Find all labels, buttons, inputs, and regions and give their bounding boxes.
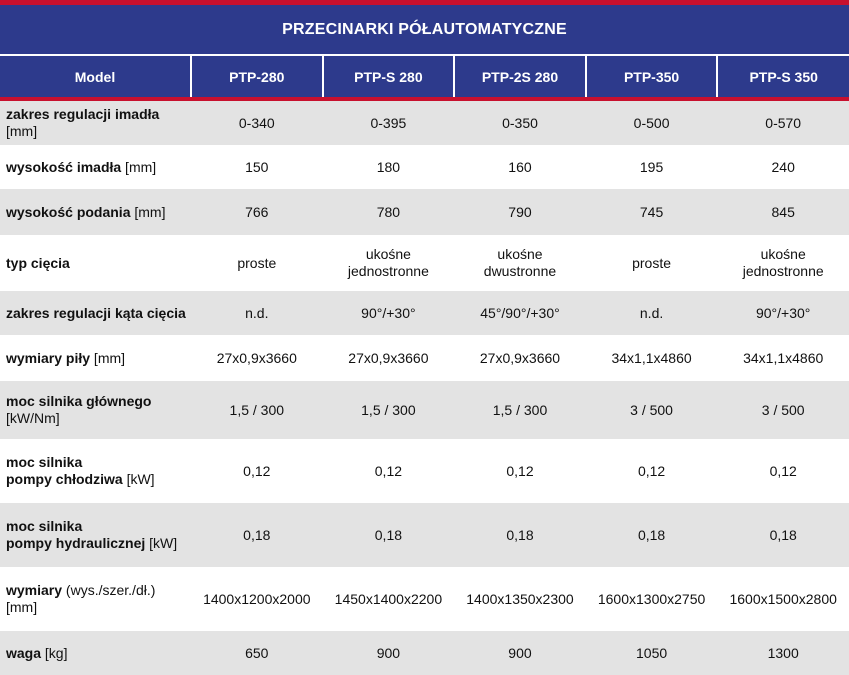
row-value: n.d. — [245, 304, 269, 321]
row-value: 1450x1400x2200 — [334, 590, 443, 607]
row-value: 0-395 — [370, 114, 407, 131]
row-value-cell — [191, 503, 323, 567]
row-label — [0, 235, 191, 291]
row-label-unit: [kg] — [41, 644, 68, 661]
row-value-cell — [454, 335, 586, 381]
row-label — [0, 291, 191, 335]
row-label — [0, 335, 191, 381]
row-value: 790 — [508, 203, 532, 220]
table-row — [0, 381, 849, 439]
row-label-text: moc silnika — [6, 454, 83, 470]
row-value-cell — [586, 99, 718, 145]
row-label-unit: (wys./szer./dł.) — [62, 582, 156, 598]
row-value-cell — [717, 631, 849, 675]
row-value: 3 / 500 — [761, 401, 805, 418]
row-value-cell — [191, 439, 323, 503]
row-label — [0, 631, 191, 675]
row-value: 845 — [771, 203, 795, 220]
row-value: proste — [632, 254, 672, 271]
row-value: 1,5 / 300 — [361, 401, 416, 418]
row-value: 45°/90°/+30° — [480, 304, 560, 321]
row-value: ukośne — [497, 246, 543, 262]
row-value: 900 — [376, 644, 401, 661]
row-value-cell — [191, 381, 323, 439]
row-label-unit-line2: [kW/Nm] — [6, 410, 60, 426]
row-label — [0, 567, 191, 631]
row-value: 0-350 — [502, 114, 538, 131]
row-value-cell — [323, 99, 455, 145]
row-label-unit: [mm] — [90, 349, 126, 366]
row-value-cell — [323, 291, 455, 335]
table-row — [0, 567, 849, 631]
row-value: 0,18 — [637, 526, 666, 543]
header-cell-ptp-s-350: PTP-S 350 — [717, 56, 849, 99]
row-value-line2: dwustronne — [483, 263, 557, 279]
row-value-cell — [586, 335, 718, 381]
header-cell-ptp-s-280: PTP-S 280 — [323, 56, 455, 99]
row-value: 780 — [376, 203, 401, 220]
row-value-cell — [454, 235, 586, 291]
row-value-cell — [717, 189, 849, 235]
row-label-text: moc silnika głównego — [6, 393, 152, 409]
row-value: 27x0,9x3660 — [216, 349, 297, 366]
row-value-cell — [454, 145, 586, 189]
row-value: 0-340 — [238, 114, 275, 131]
row-value: 0-500 — [633, 114, 670, 131]
row-value: 0-570 — [765, 114, 802, 131]
row-value-cell — [191, 291, 323, 335]
row-label-text: zakres regulacji kąta cięcia — [6, 304, 186, 321]
row-value-cell — [717, 381, 849, 439]
row-value-cell — [323, 235, 455, 291]
row-label — [0, 439, 191, 503]
row-value-cell — [323, 503, 455, 567]
row-value-cell — [323, 439, 455, 503]
row-value: 0,12 — [506, 462, 534, 479]
row-label-text-line2: pompy hydraulicznej — [6, 535, 146, 551]
row-value: 90°/+30° — [361, 304, 416, 321]
row-value-cell — [191, 145, 323, 189]
row-value: 0,12 — [243, 462, 271, 479]
table-title: PRZECINARKI PÓŁAUTOMATYCZNE — [0, 5, 849, 54]
row-value: 900 — [508, 644, 532, 661]
row-value-cell — [454, 567, 586, 631]
row-value-cell — [323, 189, 455, 235]
row-value-line2: jednostronne — [347, 263, 429, 279]
row-label-unit-line2: [mm] — [6, 599, 38, 615]
row-value: 650 — [245, 644, 269, 661]
row-value: 745 — [639, 203, 664, 220]
row-value-cell — [717, 235, 849, 291]
row-value: 0,18 — [243, 526, 271, 543]
row-value-cell — [454, 99, 586, 145]
row-label-unit: [mm] — [6, 123, 38, 139]
row-label — [0, 189, 191, 235]
row-label-text: wymiary piły — [6, 349, 91, 366]
row-value-cell — [717, 145, 849, 189]
table-row — [0, 291, 849, 335]
row-value-cell — [191, 99, 323, 145]
row-value-cell — [323, 335, 455, 381]
row-value: 1600x1500x2800 — [729, 590, 837, 607]
row-value: 0,18 — [769, 526, 797, 543]
row-label — [0, 99, 191, 145]
row-value-cell — [717, 291, 849, 335]
table-row — [0, 99, 849, 145]
header-cell-ptp-280: PTP-280 — [191, 56, 323, 99]
row-value: proste — [237, 254, 277, 271]
row-value: 34x1,1x4860 — [611, 349, 692, 366]
row-value: 150 — [245, 158, 269, 175]
header-cell-model: Model — [0, 56, 191, 99]
row-label-text-line2: pompy chłodziwa — [6, 471, 123, 487]
row-value: 0,18 — [506, 526, 534, 543]
row-value-cell — [191, 335, 323, 381]
header-cell-ptp-350: PTP-350 — [586, 56, 718, 99]
row-label-unit: [mm] — [121, 158, 157, 175]
row-label-text: zakres regulacji imadła — [6, 106, 160, 122]
row-value-cell — [191, 567, 323, 631]
row-value-cell — [191, 189, 323, 235]
row-value: 1050 — [636, 644, 668, 661]
header-row — [0, 56, 849, 99]
table-row — [0, 189, 849, 235]
row-value-cell — [191, 631, 323, 675]
row-value: 3 / 500 — [630, 401, 673, 418]
row-label-text: wysokość podania — [6, 203, 131, 220]
row-value: ukośne — [760, 246, 806, 262]
row-value-cell — [454, 503, 586, 567]
row-value-cell — [717, 503, 849, 567]
row-value: 27x0,9x3660 — [348, 349, 429, 366]
header-cell-ptp-2s-280: PTP-2S 280 — [454, 56, 586, 99]
row-value: 0,12 — [637, 462, 666, 479]
row-value-cell — [454, 631, 586, 675]
row-value-cell — [717, 439, 849, 503]
table-row — [0, 335, 849, 381]
row-value-cell — [323, 381, 455, 439]
row-value: 180 — [376, 158, 401, 175]
row-value: 1,5 / 300 — [229, 401, 285, 418]
row-value-cell — [586, 189, 718, 235]
table-row — [0, 631, 849, 675]
row-label — [0, 381, 191, 439]
table-row — [0, 503, 849, 567]
row-value-cell — [586, 235, 718, 291]
row-value: 1300 — [767, 644, 799, 661]
row-label-text: wysokość imadła — [6, 158, 122, 175]
row-value-cell — [586, 631, 718, 675]
row-value-cell — [323, 631, 455, 675]
row-label-text: typ cięcia — [6, 254, 70, 271]
row-value: 240 — [771, 158, 795, 175]
row-value-cell — [191, 235, 323, 291]
row-value: 90°/+30° — [755, 304, 811, 321]
row-label-unit-line2: [kW] — [145, 535, 178, 551]
row-value-cell — [586, 291, 718, 335]
row-value-cell — [586, 439, 718, 503]
spec-table — [0, 56, 849, 675]
row-label-text: wymiary — [6, 582, 63, 598]
row-value: n.d. — [639, 304, 664, 321]
row-label-unit-line2: [kW] — [122, 471, 155, 487]
row-value-cell — [454, 381, 586, 439]
row-label — [0, 145, 191, 189]
row-value-cell — [586, 145, 718, 189]
row-value: 0,12 — [769, 462, 797, 479]
row-value: 160 — [508, 158, 532, 175]
row-value-cell — [586, 567, 718, 631]
row-label-unit: [mm] — [130, 203, 166, 220]
row-value-cell — [323, 145, 455, 189]
row-value: 766 — [245, 203, 269, 220]
row-value: 1600x1300x2750 — [597, 590, 706, 607]
row-value: 195 — [639, 158, 664, 175]
row-label-text: waga — [6, 644, 42, 661]
row-value-cell — [717, 335, 849, 381]
row-value: 1400x1350x2300 — [466, 590, 574, 607]
row-value: ukośne — [365, 246, 411, 262]
row-value: 0,18 — [374, 526, 403, 543]
row-value-cell — [717, 99, 849, 145]
row-value: 0,12 — [374, 462, 403, 479]
row-value-cell — [454, 189, 586, 235]
row-label — [0, 503, 191, 567]
row-value: 34x1,1x4860 — [743, 349, 824, 366]
row-value-line2: jednostronne — [742, 263, 824, 279]
row-value-cell — [323, 567, 455, 631]
table-row — [0, 235, 849, 291]
row-value: 1400x1200x2000 — [203, 590, 311, 607]
row-value-cell — [454, 291, 586, 335]
row-value-cell — [717, 567, 849, 631]
row-value-cell — [454, 439, 586, 503]
row-value-cell — [586, 381, 718, 439]
table-row — [0, 145, 849, 189]
table-row — [0, 439, 849, 503]
row-label-text: moc silnika — [6, 518, 83, 534]
row-value: 27x0,9x3660 — [479, 349, 561, 366]
row-value-cell — [586, 503, 718, 567]
row-value: 1,5 / 300 — [492, 401, 548, 418]
